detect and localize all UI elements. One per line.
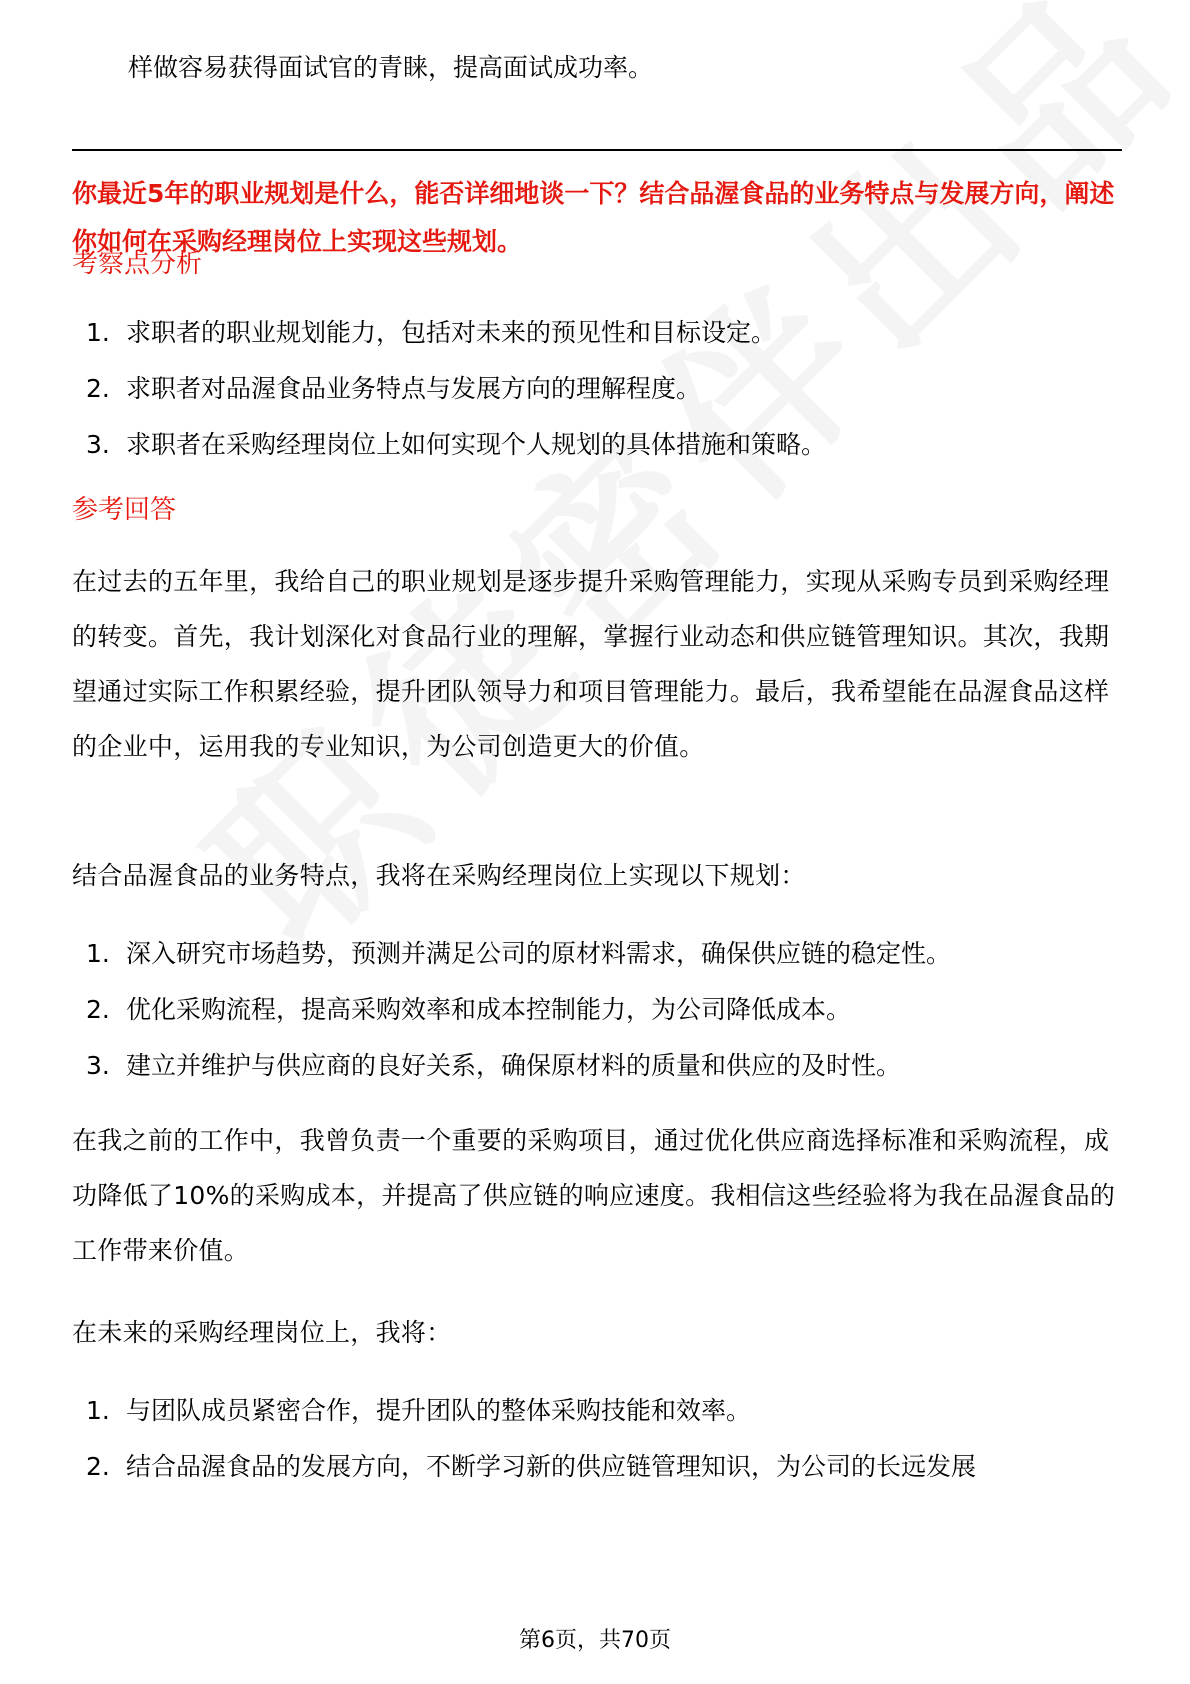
list-item <box>86 1445 1126 1501</box>
list-item <box>86 423 1126 479</box>
list-number: 3. <box>86 1051 110 1080</box>
list-number: 1. <box>86 939 110 968</box>
list-text: 建立并维护与供应商的良好关系，确保原材料的质量和供应的及时性。 <box>126 1051 902 1080</box>
page-footer: 第6页，共70页 <box>519 1628 671 1653</box>
list-item <box>86 1044 1126 1100</box>
answer-paragraph-4: 在未来的采购经理岗位上，我将： <box>72 1318 452 1347</box>
list-text: 求职者的职业规划能力，包括对未来的预见性和目标设定。 <box>126 318 777 347</box>
list-item <box>86 1389 1126 1445</box>
analysis-heading: 考察点分析 <box>72 249 203 279</box>
analysis-list <box>86 311 1126 479</box>
list-number: 3. <box>86 430 110 459</box>
question-title: 你最近5年的职业规划是什么，能否详细地谈一下？结合品渥食品的业务特点与发展方向，阐述你如何在采购经理岗位上实现这些规划。 <box>72 179 1115 256</box>
list-number: 2. <box>86 1452 110 1481</box>
list-text: 与团队成员紧密合作，提升团队的整体采购技能和效率。 <box>126 1396 752 1425</box>
answer-paragraph-3: 在我之前的工作中，我曾负责一个重要的采购项目，通过优化供应商选择标准和采购流程，成功降低了10%的采购成本，并提高了供应链的响应速度。我相信这些经验将为我在品渥食品的工作带来价值。 <box>72 1126 1116 1265</box>
future-list <box>86 1389 1126 1501</box>
list-item <box>86 311 1126 367</box>
answer-heading: 参考回答 <box>72 495 177 525</box>
continuation-text: 样做容易获得面试官的青睐，提高面试成功率。 <box>128 53 654 82</box>
plan-list <box>86 932 1126 1100</box>
list-number: 1. <box>86 318 110 347</box>
list-text: 优化采购流程，提高采购效率和成本控制能力，为公司降低成本。 <box>126 995 852 1024</box>
list-text: 深入研究市场趋势，预测并满足公司的原材料需求，确保供应链的稳定性。 <box>126 939 952 968</box>
answer-paragraph-1: 在过去的五年里，我给自己的职业规划是逐步提升采购管理能力，实现从采购专员到采购经理的转变。首先，我计划深化对食品行业的理解，掌握行业动态和供应链管理知识。其次，我期望通过实际工作积累经验，提升团队领导力和项目管理能力。最后，我希望能在品渥食品这样的企业中，运用我的专业知识，为公司创造更大的价值。 <box>72 567 1110 761</box>
list-text: 求职者对品渥食品业务特点与发展方向的理解程度。 <box>126 374 702 403</box>
list-item <box>86 367 1126 423</box>
list-number: 2. <box>86 374 110 403</box>
list-text: 结合品渥食品的发展方向，不断学习新的供应链管理知识，为公司的长远发展 <box>126 1452 977 1481</box>
list-number: 1. <box>86 1396 110 1425</box>
list-text: 求职者在采购经理岗位上如何实现个人规划的具体措施和策略。 <box>126 430 827 459</box>
list-number: 2. <box>86 995 110 1024</box>
section-divider <box>72 149 1122 151</box>
list-item <box>86 988 1126 1044</box>
list-item <box>86 932 1126 988</box>
answer-paragraph-2: 结合品渥食品的业务特点，我将在采购经理岗位上实现以下规划： <box>72 861 806 890</box>
